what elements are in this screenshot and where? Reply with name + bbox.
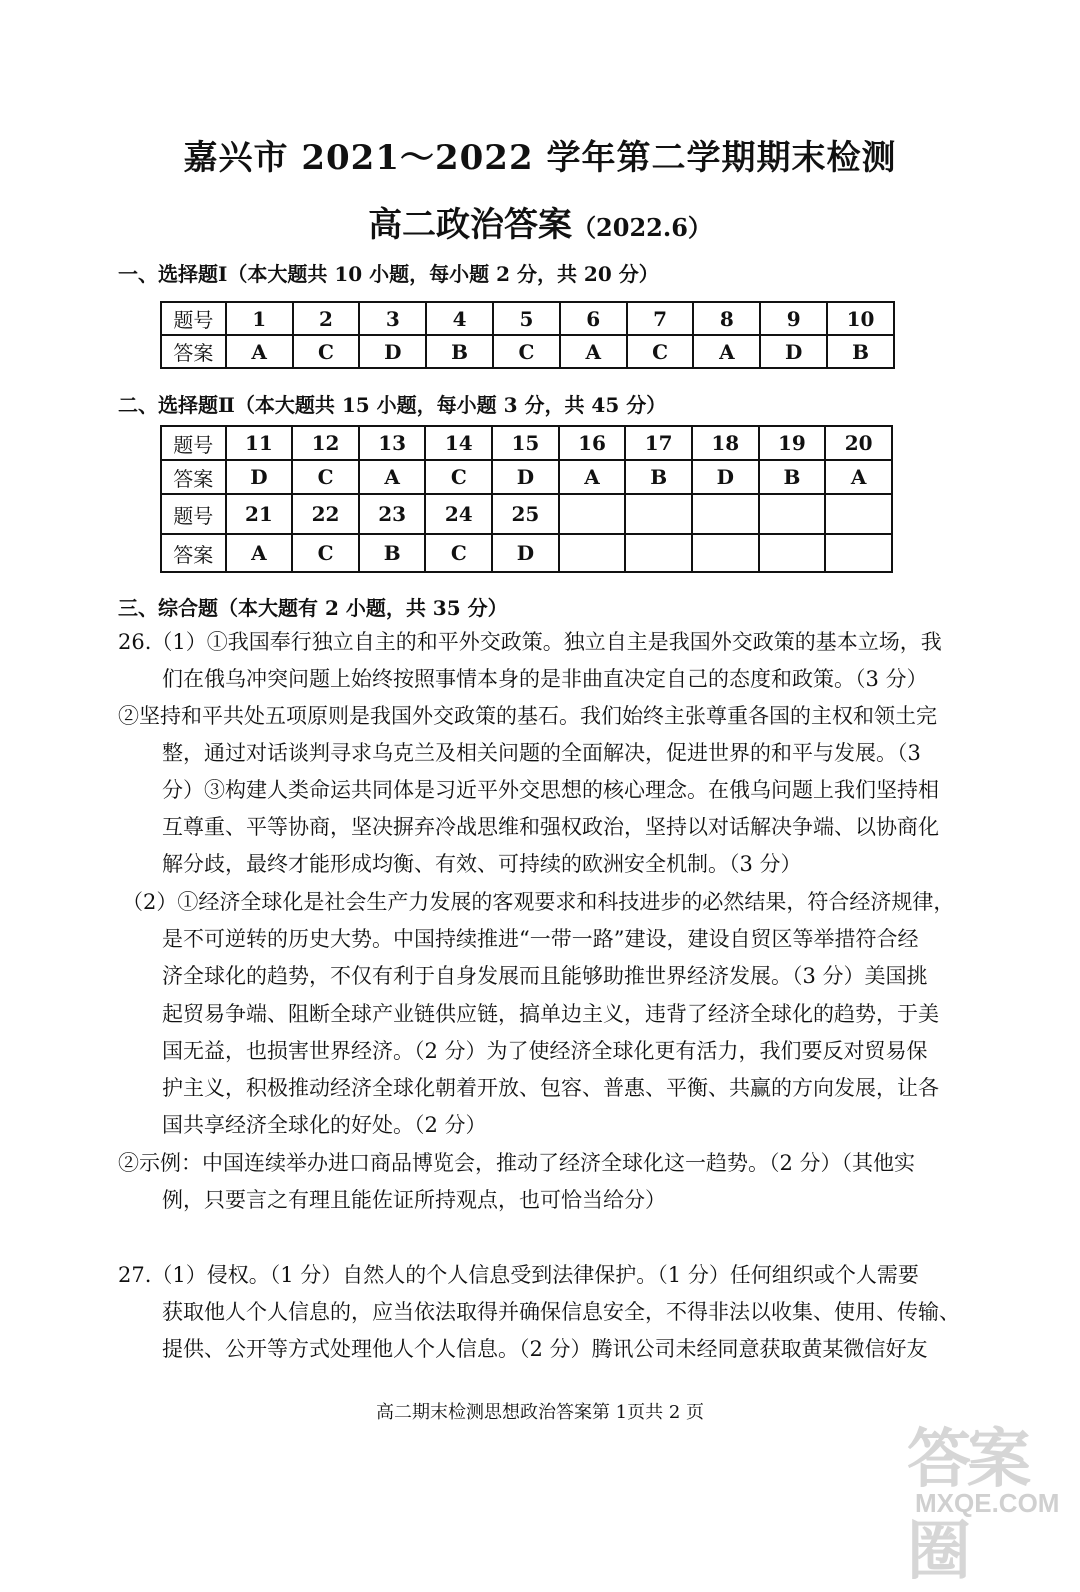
question-number: 22 xyxy=(292,494,359,534)
section2-answer-table xyxy=(160,425,893,573)
question-number: 17 xyxy=(625,426,692,460)
question-number: 21 xyxy=(226,494,293,534)
answer-cell: A xyxy=(559,460,626,494)
table-row-questions xyxy=(161,302,894,335)
watermark-url: MXQE.COM xyxy=(915,1488,1060,1518)
question-number: 23 xyxy=(359,494,426,534)
q26-line: 整，通过对话谈判寻求乌克兰及相关问题的全面解决，促进世界的和平与发展。（3 xyxy=(162,741,921,765)
answer-cell: B xyxy=(426,335,493,368)
document-subtitle xyxy=(0,197,1080,246)
row-label: 答案 xyxy=(161,534,226,572)
answer-cell: A xyxy=(226,335,293,368)
row-label: 题号 xyxy=(161,302,226,335)
empty-cell xyxy=(559,494,626,534)
answer-cell: D xyxy=(492,534,559,572)
question-number: 8 xyxy=(693,302,760,335)
answer-cell: D xyxy=(359,335,426,368)
answer-cell: C xyxy=(627,335,694,368)
q26-line: 分）③构建人类命运共同体是习近平外交思想的核心理念。在俄乌问题上我们坚持相 xyxy=(162,778,939,802)
q27-line: 获取他人个人信息的，应当依法取得并确保信息安全，不得非法以收集、使用、传输、 xyxy=(162,1300,960,1324)
question-number: 25 xyxy=(492,494,559,534)
answer-cell: A xyxy=(359,460,426,494)
section1-answer-table xyxy=(160,301,895,369)
row-label: 答案 xyxy=(161,460,226,494)
q27-line: 提供、公开等方式处理他人个人信息。（2 分）腾讯公司未经同意获取黄某微信好友 xyxy=(162,1337,928,1361)
page-footer: 高二期末检测思想政治答案第 1页共 2 页 xyxy=(375,1402,705,1423)
question-number: 20 xyxy=(825,426,892,460)
section3-heading: 三、综合题（本大题有 2 小题，共 35 分） xyxy=(118,596,508,620)
answer-cell: A xyxy=(560,335,627,368)
question-number: 1 xyxy=(226,302,293,335)
q27-line: 27.（1）侵权。（1 分）自然人的个人信息受到法律保护。（1 分）任何组织或个人需要 xyxy=(118,1263,919,1287)
empty-cell xyxy=(625,534,692,572)
empty-cell xyxy=(625,494,692,534)
empty-cell xyxy=(559,534,626,572)
question-number: 11 xyxy=(226,426,293,460)
table-row-answers xyxy=(161,460,892,494)
q26-line: ②坚持和平共处五项原则是我国外交政策的基石。我们始终主张尊重各国的主权和领土完 xyxy=(118,704,937,728)
row-label: 题号 xyxy=(161,494,226,534)
answer-cell: A xyxy=(825,460,892,494)
answer-cell: D xyxy=(226,460,293,494)
answer-cell: B xyxy=(827,335,894,368)
question-number: 18 xyxy=(692,426,759,460)
table-row-questions xyxy=(161,426,892,460)
watermark-text: 答案圈 xyxy=(907,1422,1027,1589)
question-number: 4 xyxy=(426,302,493,335)
q26-line: 是不可逆转的历史大势。中国持续推进“一带一路”建设，建设自贸区等举措符合经 xyxy=(162,927,919,951)
answer-cell: C xyxy=(493,335,560,368)
question-number: 16 xyxy=(559,426,626,460)
question-number: 7 xyxy=(627,302,694,335)
question-number: 14 xyxy=(425,426,492,460)
answer-cell: C xyxy=(292,460,359,494)
table-row-answers xyxy=(161,335,894,368)
section2-heading: 二、选择题Ⅱ（本大题共 15 小题，每小题 3 分，共 45 分） xyxy=(118,393,667,417)
q26-line: 国无益，也损害世界经济。（2 分）为了使经济全球化更有活力，我们要反对贸易保 xyxy=(162,1039,928,1063)
q26-line: 26.（1）①我国奉行独立自主的和平外交政策。独立自主是我国外交政策的基本立场，我 xyxy=(118,630,942,654)
q26-line: 国共享经济全球化的好处。（2 分） xyxy=(162,1113,487,1137)
q26-line: 济全球化的趋势，不仅有利于自身发展而且能够助推世界经济发展。（3 分）美国挑 xyxy=(162,964,928,988)
question-number: 5 xyxy=(493,302,560,335)
q26-line: 护主义，积极推动经济全球化朝着开放、包容、普惠、平衡、共赢的方向发展，让各 xyxy=(162,1076,939,1100)
answer-cell: C xyxy=(425,534,492,572)
row-label: 题号 xyxy=(161,426,226,460)
subtitle-date: （2022.6） xyxy=(572,213,712,242)
answer-cell: B xyxy=(359,534,426,572)
section1-heading: 一、选择题Ⅰ（本大题共 10 小题，每小题 2 分，共 20 分） xyxy=(118,262,659,286)
empty-cell xyxy=(825,494,892,534)
question-number: 19 xyxy=(759,426,826,460)
answer-cell: C xyxy=(292,534,359,572)
question-number: 2 xyxy=(293,302,360,335)
answer-cell: C xyxy=(293,335,360,368)
question-number: 15 xyxy=(492,426,559,460)
q26-line: 们在俄乌冲突问题上始终按照事情本身的是非曲直决定自己的态度和政策。（3 分） xyxy=(162,667,928,691)
question-number: 9 xyxy=(760,302,827,335)
q26-line: ②示例：中国连续举办进口商品博览会，推动了经济全球化这一趋势。（2 分）（其他实 xyxy=(118,1151,916,1175)
empty-cell xyxy=(692,534,759,572)
answer-cell: D xyxy=(692,460,759,494)
row-label: 答案 xyxy=(161,335,226,368)
q26-line: （2）①经济全球化是社会生产力发展的客观要求和科技进步的必然结果，符合经济规律， xyxy=(122,890,955,914)
answer-cell: A xyxy=(226,534,293,572)
answer-cell: A xyxy=(693,335,760,368)
empty-cell xyxy=(759,494,826,534)
subtitle-text: 高二政治答案 xyxy=(368,205,573,245)
empty-cell xyxy=(759,534,826,572)
q26-line: 起贸易争端、阻断全球产业链供应链，搞单边主义，违背了经济全球化的趋势，于美 xyxy=(162,1002,939,1026)
answer-cell: C xyxy=(425,460,492,494)
answer-cell: B xyxy=(625,460,692,494)
table-row-answers xyxy=(161,534,892,572)
question-number: 13 xyxy=(359,426,426,460)
question-number: 24 xyxy=(425,494,492,534)
answer-cell: D xyxy=(760,335,827,368)
question-number: 3 xyxy=(359,302,426,335)
q26-line: 互尊重、平等协商，坚决摒弃冷战思维和强权政治，坚持以对话解决争端、以协商化 xyxy=(162,815,939,839)
document-title: 嘉兴市 2021～2022 学年第二学期期末检测 xyxy=(183,138,897,178)
empty-cell xyxy=(692,494,759,534)
table-row-questions xyxy=(161,494,892,534)
question-number: 10 xyxy=(827,302,894,335)
watermark-logo xyxy=(895,1408,1070,1589)
question-number: 6 xyxy=(560,302,627,335)
q26-line: 解分歧，最终才能形成均衡、有效、可持续的欧洲安全机制。（3 分） xyxy=(162,852,802,876)
question-number: 12 xyxy=(292,426,359,460)
answer-cell: D xyxy=(492,460,559,494)
answer-cell: B xyxy=(759,460,826,494)
q26-line: 例，只要言之有理且能佐证所持观点，也可恰当给分） xyxy=(162,1188,666,1212)
empty-cell xyxy=(825,534,892,572)
